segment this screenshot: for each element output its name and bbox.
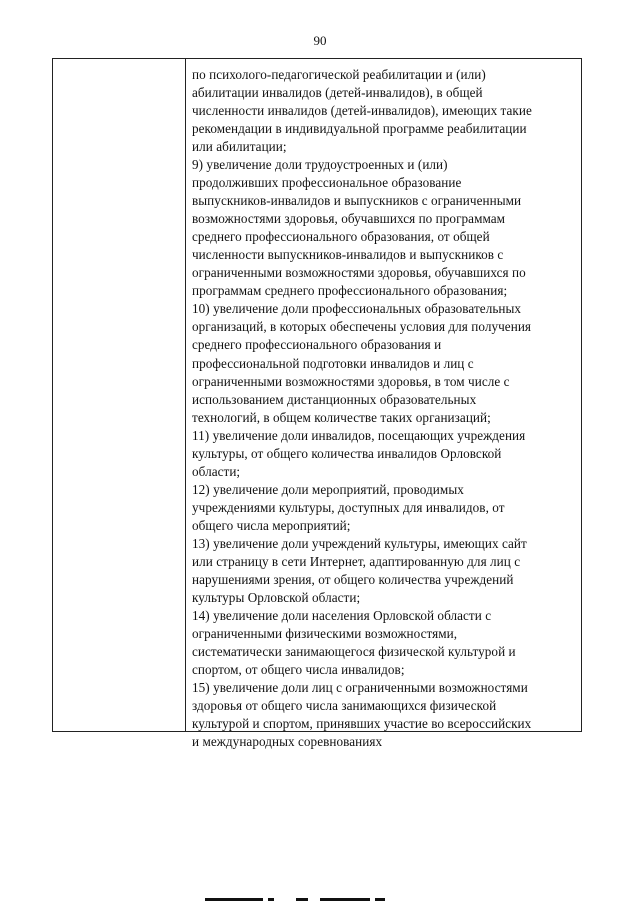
text-line: численности инвалидов (детей-инвалидов), имеющих такие (192, 103, 532, 119)
text-line: здоровья от общего числа занимающихся физической (192, 698, 497, 714)
text-line: среднего профессионального образования, от общей (192, 229, 490, 245)
text-line: культуры Орловской области; (192, 589, 361, 605)
text-line: спортом, от общего числа инвалидов; (192, 662, 405, 678)
text-line: или страницу в сети Интернет, адаптированную для лиц с (192, 553, 521, 569)
text-line: технологий, в общем количестве таких организаций; (192, 409, 491, 425)
text-line: выпускников-инвалидов и выпускников с ограниченными (192, 193, 522, 209)
text-line: профессиональной подготовки инвалидов и лиц с (192, 355, 474, 371)
document-table (52, 58, 582, 750)
text-line: нарушениями зрения, от общего количества учреждений (192, 571, 514, 587)
text-line: или абилитации; (192, 139, 287, 155)
text-line: области; (192, 463, 241, 479)
text-line: 13) увеличение доли учреждений культуры, имеющих сайт (192, 535, 527, 551)
text-line: рекомендации в индивидуальной программе реабилитации (192, 121, 527, 137)
text-line: систематически занимающегося физической культурой и (192, 644, 516, 659)
text-line: организаций, в которых обеспечены условия для получения (192, 319, 532, 335)
text-line: 11) увеличение доли инвалидов, посещающих учреждения (192, 427, 526, 443)
text-line: программам среднего профессионального образования; (192, 283, 508, 299)
text-line: ограниченными возможностями здоровья, обучавшихся по (192, 265, 526, 281)
scan-artifact-mark (296, 898, 308, 901)
text-line: 9) увеличение доли трудоустроенных и (или) (192, 157, 448, 173)
text-line: абилитации инвалидов (детей-инвалидов), в общей (192, 85, 483, 101)
text-line: по психолого-педагогической реабилитации и (или) (192, 67, 486, 82)
text-line: 12) увеличение доли мероприятий, проводимых (192, 481, 464, 497)
text-line: 15) увеличение доли лиц с ограниченными возможностями (192, 680, 528, 696)
text-line: культуры, от общего количества инвалидов Орловской (192, 445, 502, 461)
scan-artifact-mark (320, 898, 370, 901)
text-line: ограниченными возможностями здоровья, в том числе с (192, 373, 510, 389)
scan-artifact-mark (268, 898, 274, 901)
text-line: 14) увеличение доли населения Орловской области с (192, 607, 492, 623)
text-line: культурой и спортом, принявших участие во всероссийских (192, 716, 532, 732)
page-number: 90 (313, 33, 327, 48)
text-line: среднего профессионального образования и (192, 337, 442, 353)
scan-artifact-mark (205, 898, 263, 901)
text-line: использованием дистанционных образовательных (192, 391, 477, 407)
table-left-cell (53, 59, 186, 731)
text-line: возможностями здоровья, обучавшихся по программам (192, 211, 506, 227)
text-line: и международных соревнованиях (192, 734, 383, 750)
text-line: продолживших профессиональное образование (192, 175, 462, 191)
text-line: численности выпускников-инвалидов и выпускников с (192, 247, 504, 263)
scan-artifact-mark (375, 898, 385, 901)
text-line: 10) увеличение доли профессиональных образовательных (192, 301, 522, 317)
table-right-cell (187, 59, 581, 750)
text-line: ограниченными физическими возможностями, (192, 625, 458, 641)
text-line: учреждениями культуры, доступных для инвалидов, от (192, 499, 505, 515)
text-line: общего числа мероприятий; (192, 517, 351, 533)
